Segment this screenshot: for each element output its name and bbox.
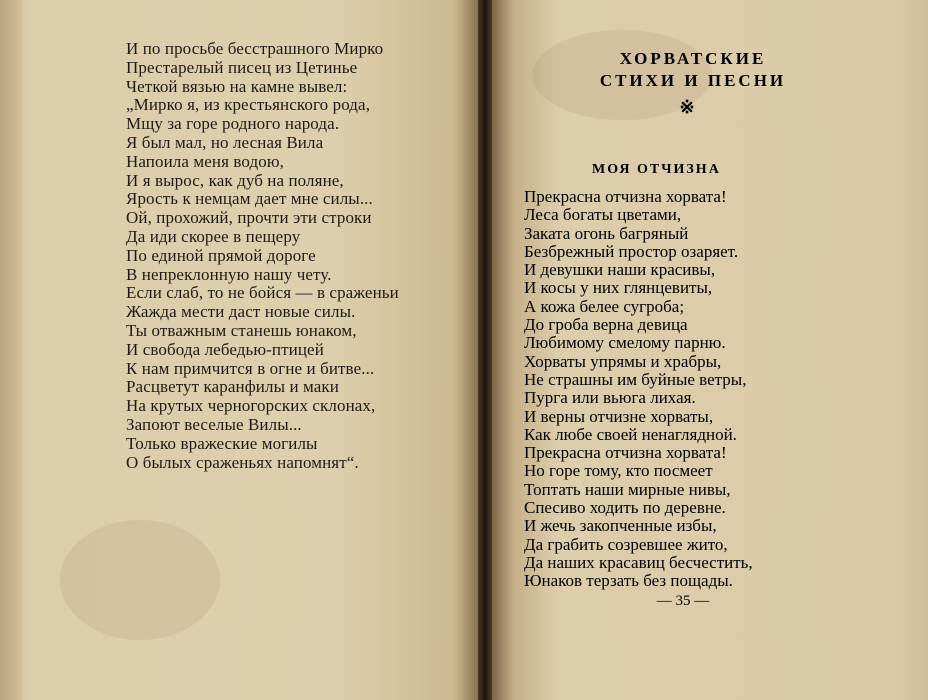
poem-line: Напоила меня водою, [126, 151, 284, 171]
poem-line: На крутых черногорских склонах, [126, 396, 376, 416]
poem-line: Четкой вязью на камне вывел: [126, 76, 348, 96]
poem-line: Безбрежный простор озаряет. [524, 241, 739, 261]
poem-line: Да наших красавиц бесчестить, [524, 552, 753, 572]
poem-line: И верны отчизне хорваты, [524, 406, 714, 426]
poem-line: Спесиво ходить по деревне. [524, 498, 726, 518]
poem-line: Прекрасна отчизна хорвата! [524, 187, 727, 206]
poem-line: В непреклонную нашу чету. [126, 264, 332, 284]
poem-line: Пурга или вьюга лихая. [524, 388, 696, 408]
poem-line: По единой прямой дороге [126, 245, 316, 265]
section-title-line: СТИХИ И ПЕСНИ [599, 71, 787, 90]
poem-line: Но горе тому, кто посмеет [524, 461, 713, 481]
poem-line: Топтать наши мирные нивы, [524, 479, 731, 499]
poem-line: Ярость к немцам дает мне силы... [126, 189, 373, 209]
poem-line: Только вражеские могилы [126, 433, 318, 453]
page-edge [0, 0, 22, 700]
poem-line: Ой, прохожий, прочти эти строки [126, 208, 372, 228]
poem-line: Хорваты упрямы и храбры, [524, 351, 722, 371]
poem-line: Не страшны им буйные ветры, [524, 369, 747, 389]
poem-title: МОЯ ОТЧИЗНА [592, 162, 721, 177]
poem-line: Я был мал, но лесная Вила [126, 132, 324, 152]
paper-stain [60, 520, 220, 640]
poem-line: Расцветут каранфилы и маки [126, 377, 339, 397]
poem-line: Престарелый писец из Цетинье [126, 57, 358, 77]
poem-line: Да грабить созревшее жито, [524, 534, 728, 554]
book-spine-gutter [478, 0, 492, 700]
right-poem-text [524, 188, 824, 591]
poem-line: Как любе своей ненаглядной. [524, 424, 737, 444]
poem-line: И косы у них глянцевиты, [524, 278, 713, 298]
section-title-line: ХОРВАТСКИЕ [619, 49, 767, 68]
poem-line: И по просьбе бесстрашного Мирко [126, 39, 384, 58]
poem-line: Прекрасна отчизна хорвата! [524, 443, 727, 463]
poem-line: Юнаков терзать без пощады. [524, 571, 733, 591]
poem-line: Мщу за горе родного народа. [126, 114, 340, 134]
poem-line: И девушки наши красивы, [524, 260, 716, 280]
section-title [588, 48, 798, 92]
poem-line: Запоют веселые Вилы... [126, 414, 302, 434]
poem-line: Заката огонь багряный [524, 223, 689, 243]
ornament-icon: ※ [679, 97, 695, 117]
poem-line: О былых сраженьях напомнят“. [126, 452, 359, 472]
page-number: — 35 — [656, 593, 710, 609]
poem-line: А кожа белее сугроба; [524, 296, 685, 316]
poem-line: Жажда мести даст новые силы. [126, 302, 356, 322]
poem-line: Да иди скорее в пещеру [126, 226, 301, 246]
poem-line: До гроба верна девица [524, 315, 688, 335]
left-poem-text [126, 40, 466, 472]
poem-line: К нам примчится в огне и битве... [126, 358, 375, 378]
poem-line: Леса богаты цветами, [524, 205, 682, 225]
poem-line: „Мирко я, из крестьянского рода, [126, 95, 371, 115]
poem-line: Ты отважным станешь юнаком, [126, 320, 357, 340]
poem-line: И свобода лебедью-птицей [126, 339, 324, 359]
poem-line: И жечь закопченные избы, [524, 516, 717, 536]
poem-line: И я вырос, как дуб на поляне, [126, 170, 344, 190]
poem-line: Любимому смелому парню. [524, 333, 726, 353]
poem-line: Если слаб, то не бойся — в сраженьи [126, 283, 399, 303]
